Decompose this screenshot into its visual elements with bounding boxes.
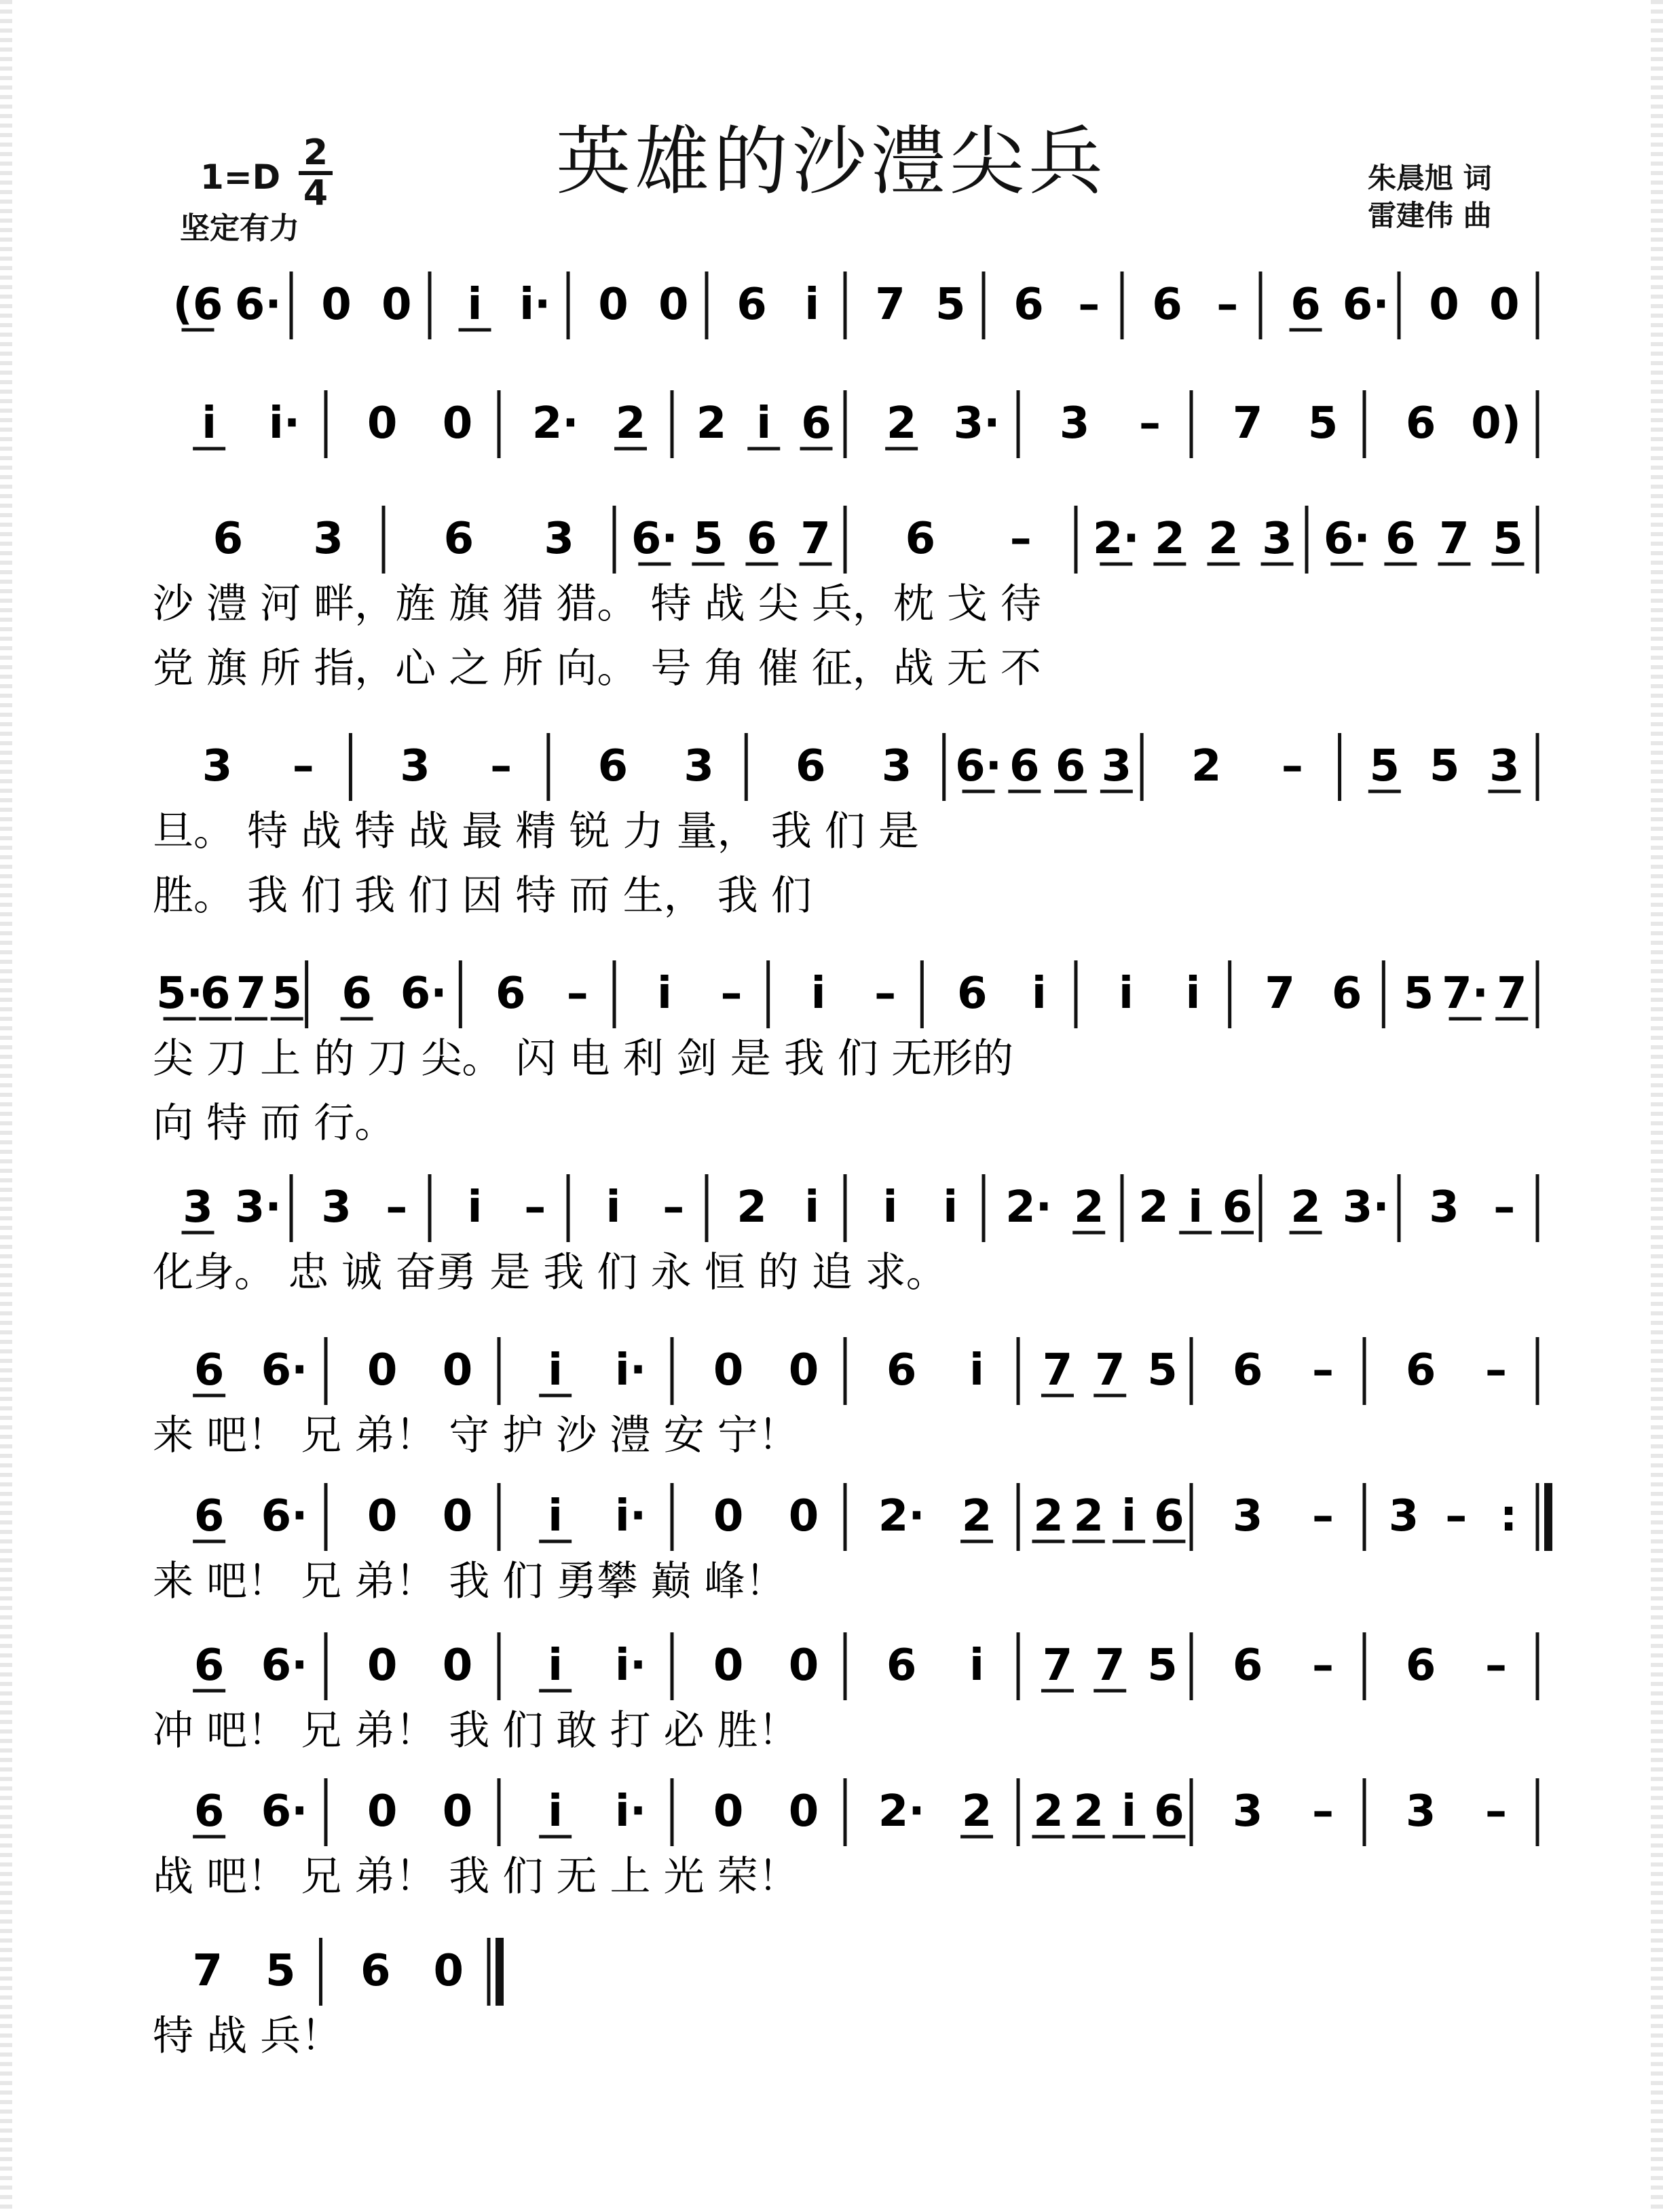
- note: 6: [193, 1491, 225, 1541]
- note: 3: [313, 514, 343, 564]
- note: i: [756, 398, 772, 449]
- note: –: [292, 741, 314, 791]
- note: 6: [1222, 1182, 1253, 1233]
- note: 7: [800, 514, 831, 564]
- note: i: [467, 1182, 483, 1233]
- note: 6: [736, 280, 767, 330]
- note: 6: [341, 969, 372, 1019]
- note: 3: [684, 741, 714, 791]
- note: i: [969, 1345, 984, 1395]
- note: 2: [886, 398, 917, 449]
- note: –: [1312, 1641, 1334, 1691]
- note: 5: [1429, 741, 1460, 791]
- time-signature-bottom: 4: [303, 173, 329, 214]
- note: –: [1312, 1786, 1334, 1837]
- note: –: [720, 969, 743, 1019]
- note: 3·: [953, 398, 1001, 449]
- note: i: [548, 1345, 563, 1395]
- note: 7·: [1442, 969, 1489, 1019]
- note: 7: [236, 969, 267, 1019]
- note: 6: [360, 1946, 391, 1996]
- key-signature: 1=D: [200, 157, 281, 197]
- note: 7: [1094, 1345, 1125, 1395]
- note: 0: [1489, 280, 1520, 330]
- lyric-line: 来 吧！ 兄 弟！ 我 们 勇攀 巅 峰！: [153, 1558, 786, 1605]
- note: i: [548, 1641, 563, 1691]
- note: 0: [433, 1946, 464, 1996]
- note: i: [882, 1182, 898, 1233]
- note: 5: [693, 514, 724, 564]
- tempo-marking: 坚定有力: [180, 211, 299, 246]
- note: –: [1009, 514, 1032, 564]
- note: –: [662, 1182, 685, 1233]
- note: 6: [597, 741, 629, 791]
- note: i·: [614, 1786, 647, 1837]
- note: 6: [1232, 1641, 1263, 1691]
- note: 5: [272, 969, 302, 1019]
- lyric-line: 胜。 我 们 我 们 因 特 而 生， 我 们: [153, 872, 812, 920]
- note: 5: [1369, 741, 1400, 791]
- note: 0: [713, 1786, 744, 1837]
- note: 0: [367, 1641, 398, 1691]
- note: i·: [614, 1641, 647, 1691]
- note: 6: [1154, 1786, 1184, 1837]
- note: 0: [367, 398, 398, 449]
- note: 0: [788, 1641, 819, 1691]
- note: i: [1121, 1491, 1137, 1541]
- note: 6: [905, 514, 936, 564]
- time-signature-top: 2: [303, 132, 329, 173]
- note: :: [1499, 1491, 1518, 1541]
- note: 6: [956, 969, 988, 1019]
- note: –: [874, 969, 897, 1019]
- note: 5: [1403, 969, 1434, 1019]
- note: 0: [367, 1786, 398, 1837]
- note: 0: [1429, 280, 1459, 330]
- composer-credit: 雷建伟 曲: [1368, 199, 1492, 232]
- lyric-line: 尖 刀 上 的 刀 尖。 闪 电 利 剑 是 我 们 无形的: [153, 1035, 1013, 1083]
- lyric-line: 特 战 兵！: [153, 2012, 342, 2060]
- note: 0: [381, 280, 412, 330]
- note: –: [524, 1182, 546, 1233]
- note: 6: [796, 741, 826, 791]
- note: 6·: [1323, 514, 1370, 564]
- note: 3: [1059, 398, 1090, 449]
- note: 6: [212, 514, 244, 564]
- note: i·: [268, 398, 301, 449]
- note: 2·: [878, 1786, 925, 1837]
- note: 7: [875, 280, 905, 330]
- note: –: [1139, 398, 1161, 449]
- note: 6·: [631, 514, 678, 564]
- lyricist-credit: 朱晨旭 词: [1368, 162, 1492, 195]
- note: –: [386, 1182, 408, 1233]
- note: 6·: [234, 280, 282, 330]
- note: 6: [1405, 1641, 1436, 1691]
- note: 2·: [531, 398, 579, 449]
- note: 6·: [261, 1491, 308, 1541]
- note: 6·: [400, 969, 447, 1019]
- note: 7: [1094, 1641, 1125, 1691]
- note: 3: [1388, 1491, 1419, 1541]
- note: 7: [1042, 1345, 1073, 1395]
- note: 6: [886, 1641, 917, 1691]
- note: i: [969, 1641, 984, 1691]
- note: 5: [1493, 514, 1523, 564]
- note: 2: [736, 1182, 767, 1233]
- note: 6: [1009, 741, 1040, 791]
- note: 5: [1147, 1641, 1178, 1691]
- lyric-line: 向 特 而 行。: [153, 1100, 396, 1147]
- note: –: [1493, 1182, 1516, 1233]
- note: 0: [442, 1491, 473, 1541]
- note: 7: [1232, 398, 1263, 449]
- note: i: [1118, 969, 1134, 1019]
- note: –: [1485, 1641, 1508, 1691]
- note: 0: [713, 1345, 744, 1395]
- note: i: [548, 1491, 563, 1541]
- note: 6: [200, 969, 231, 1019]
- note: 6: [1405, 398, 1436, 449]
- note: 3: [1262, 514, 1292, 564]
- note: 6: [801, 398, 832, 449]
- note: 6: [1013, 280, 1044, 330]
- note: i: [1188, 1182, 1203, 1233]
- note: 0: [658, 280, 689, 330]
- note: 3: [202, 741, 233, 791]
- note: 2: [1138, 1182, 1169, 1233]
- lyric-line: 来 吧！ 兄 弟！ 守 护 沙 澧 安 宁！: [153, 1412, 799, 1459]
- note: i·: [614, 1345, 647, 1395]
- note: 0: [367, 1345, 398, 1395]
- note: 3: [1489, 741, 1520, 791]
- note: 5: [1307, 398, 1339, 449]
- note: –: [490, 741, 512, 791]
- note: i: [1185, 969, 1201, 1019]
- note: –: [1485, 1786, 1508, 1837]
- note: 0: [713, 1641, 744, 1691]
- note: 0: [367, 1491, 398, 1541]
- note: –: [1312, 1345, 1334, 1395]
- lyric-line: 战 吧！ 兄 弟！ 我 们 无 上 光 荣！: [153, 1853, 799, 1900]
- note: –: [1216, 280, 1239, 330]
- note: i·: [614, 1491, 647, 1541]
- note: 2: [1073, 1182, 1104, 1233]
- note: i: [548, 1786, 563, 1837]
- note: –: [1078, 280, 1100, 330]
- note: i: [804, 280, 820, 330]
- note: 0: [598, 280, 629, 330]
- note: 6: [193, 1641, 225, 1691]
- note: 6: [1290, 280, 1321, 330]
- note: 5: [265, 1946, 296, 1996]
- note: 2: [615, 398, 646, 449]
- note: 6: [1232, 1345, 1263, 1395]
- note: 0: [321, 280, 352, 330]
- note: 6·: [955, 741, 1002, 791]
- song-title: 英雄的沙澧尖兵: [556, 118, 1107, 205]
- note: 6: [1385, 514, 1416, 564]
- note: –: [1485, 1345, 1508, 1395]
- note: i·: [519, 280, 551, 330]
- note: 2: [1208, 514, 1239, 564]
- note: 0: [788, 1491, 819, 1541]
- note: 3: [1232, 1491, 1263, 1541]
- note: 2: [1155, 514, 1185, 564]
- note: 3: [321, 1182, 352, 1233]
- note: –: [566, 969, 588, 1019]
- note: 7: [1042, 1641, 1073, 1691]
- note: 6: [1152, 280, 1182, 330]
- note: 6: [1331, 969, 1362, 1019]
- note: –: [1445, 1491, 1468, 1541]
- lyric-line: 党 旗 所 指，心 之 所 向。 号 角 催 征，战 无 不: [153, 645, 1041, 692]
- note: 3: [544, 514, 574, 564]
- note: 5: [1147, 1345, 1178, 1395]
- note: 0: [442, 1786, 473, 1837]
- lyric-line: 冲 吧！ 兄 弟！ 我 们 敢 打 必 胜！: [153, 1707, 799, 1755]
- note: i: [202, 398, 217, 449]
- note: i: [810, 969, 826, 1019]
- note: 7: [1265, 969, 1295, 1019]
- note: 2: [961, 1491, 992, 1541]
- note: 6·: [261, 1786, 308, 1837]
- note: 6·: [261, 1345, 308, 1395]
- lyric-line: 化身。 忠 诚 奋勇 是 我 们 永 恒 的 追 求。: [153, 1249, 947, 1296]
- note: 6: [495, 969, 526, 1019]
- lyric-line: 旦。 特 战 特 战 最 精 锐 力 量， 我 们 是: [153, 808, 919, 855]
- note: i: [605, 1182, 621, 1233]
- note: 0: [442, 398, 473, 449]
- note: 2·: [1005, 1182, 1052, 1233]
- note: i: [1121, 1786, 1137, 1837]
- note: 6: [193, 1786, 225, 1837]
- note: i: [656, 969, 672, 1019]
- note: 2: [696, 398, 727, 449]
- note: 2·: [1092, 514, 1140, 564]
- note: 3·: [234, 1182, 282, 1233]
- note: i: [943, 1182, 958, 1233]
- note: 0: [442, 1641, 473, 1691]
- note: (6: [172, 280, 223, 330]
- note: 2: [1191, 741, 1222, 791]
- note: 6: [747, 514, 777, 564]
- note: 3: [1101, 741, 1132, 791]
- note: 2·: [878, 1491, 925, 1541]
- note: 6: [443, 514, 474, 564]
- note: 0): [1471, 398, 1521, 449]
- note: 3: [1429, 1182, 1459, 1233]
- note: i: [804, 1182, 820, 1233]
- note: 5: [935, 280, 966, 330]
- note: 6·: [1342, 280, 1389, 330]
- note: 3: [183, 1182, 213, 1233]
- note: 0: [788, 1786, 819, 1837]
- note: 3: [1405, 1786, 1436, 1837]
- note: 2: [1033, 1786, 1064, 1837]
- note: i: [467, 280, 483, 330]
- note: 2: [961, 1786, 992, 1837]
- note: i: [1031, 969, 1047, 1019]
- note: 3: [881, 741, 912, 791]
- note: 0: [788, 1345, 819, 1395]
- note: –: [1312, 1491, 1334, 1541]
- note: 6: [1055, 741, 1086, 791]
- note: 0: [442, 1345, 473, 1395]
- note: 2: [1290, 1182, 1321, 1233]
- note: 0: [713, 1491, 744, 1541]
- note: 2: [1073, 1491, 1104, 1541]
- note: 6·: [261, 1641, 308, 1691]
- note: 6: [193, 1345, 225, 1395]
- lyric-line: 沙 澧 河 畔，旌 旗 猎 猎。 特 战 尖 兵，枕 戈 待: [153, 580, 1041, 628]
- note: 3: [1232, 1786, 1263, 1837]
- note: –: [1281, 741, 1303, 791]
- note: 7: [192, 1946, 223, 1996]
- note: 6: [886, 1345, 917, 1395]
- note: 2: [1033, 1491, 1064, 1541]
- note: 3·: [1342, 1182, 1389, 1233]
- note: 7: [1439, 514, 1470, 564]
- note: 6: [1405, 1345, 1436, 1395]
- note: 3: [400, 741, 430, 791]
- note: 6: [1154, 1491, 1184, 1541]
- note: 5·: [156, 969, 203, 1019]
- note: 2: [1073, 1786, 1104, 1837]
- note: 7: [1496, 969, 1527, 1019]
